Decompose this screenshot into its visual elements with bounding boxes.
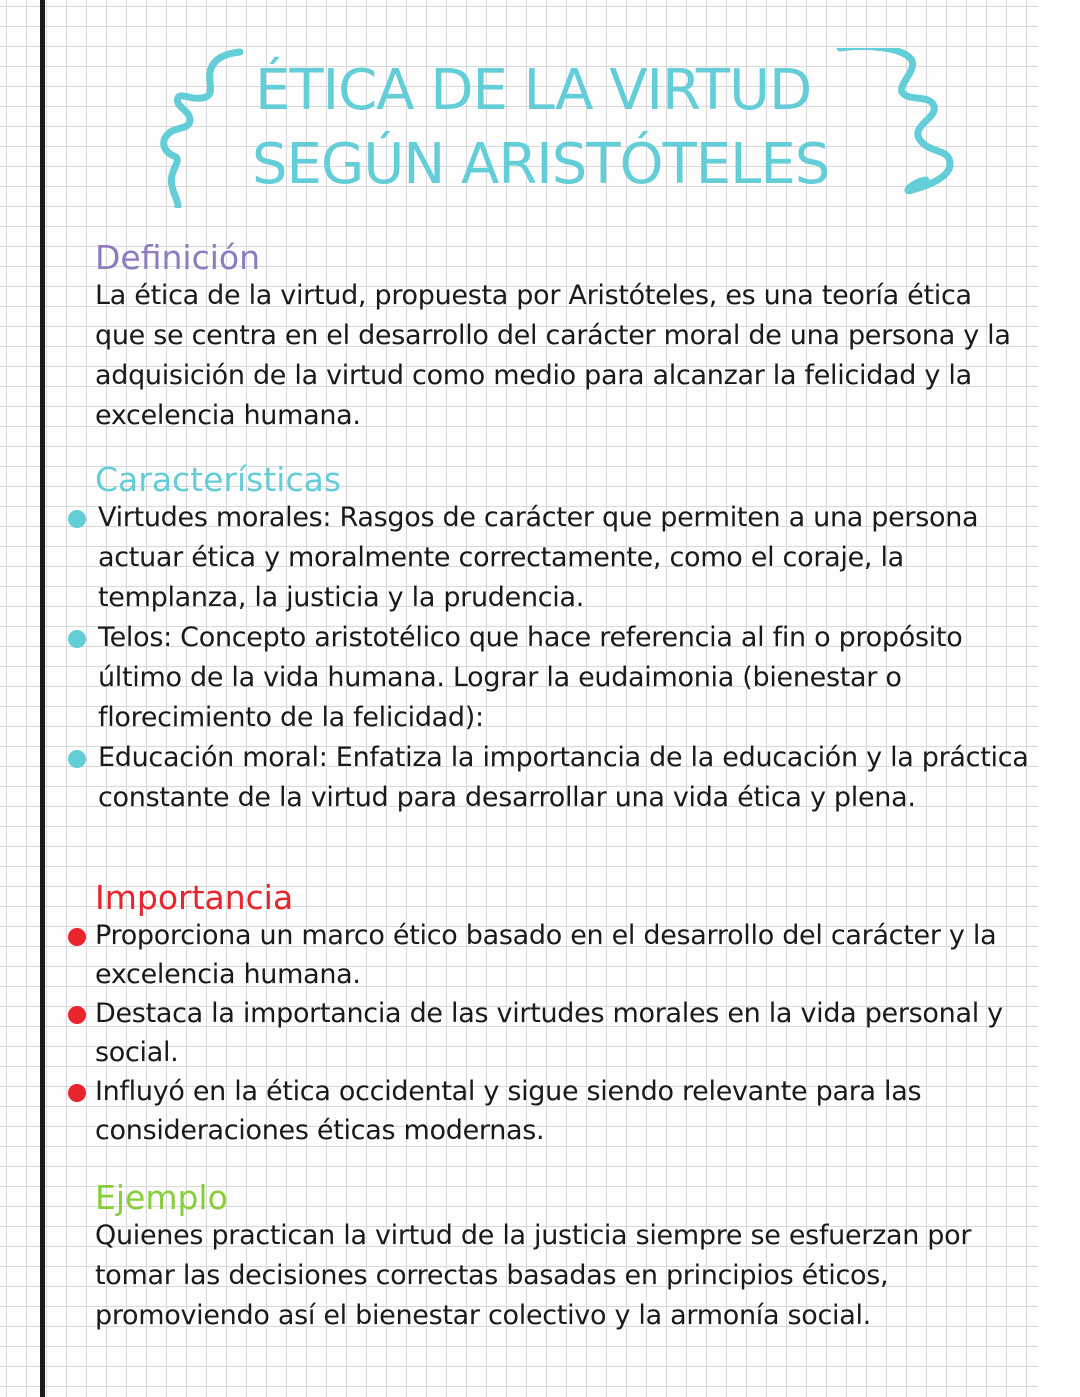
- blue-bullet-icon: [68, 510, 86, 528]
- section-ejemplo: [95, 1180, 1030, 1336]
- list-item-text: Proporciona un marco ético basado en el desarrollo del carácter y la excelencia humana.: [95, 920, 997, 990]
- list-item: [95, 1072, 1030, 1150]
- list-item-text: Educación moral: Enfatiza la importancia de la educación y la práctica constante de la virtud para desarrollar una vida ética y plena.: [98, 742, 1029, 813]
- list-item-text: Influyó en la ética occidental y sigue siendo relevante para las consideraciones éticas modernas.: [95, 1076, 922, 1146]
- section-importancia: [95, 880, 1030, 1150]
- notebook-margin-line: [40, 0, 45, 1397]
- left-brace-icon: [164, 52, 240, 206]
- blue-bullet-icon: [68, 630, 86, 648]
- page-title-line-2: SEGÚN ARISTÓTELES: [252, 132, 830, 197]
- section-definicion: [95, 240, 1030, 436]
- list-item: [95, 498, 1030, 618]
- title-block: [150, 48, 970, 208]
- blue-bullet-icon: [68, 750, 86, 768]
- red-bullet-icon: [68, 928, 86, 946]
- page-title-line-1: ÉTICA DE LA VIRTUD: [255, 58, 812, 123]
- heading-caracteristicas: Características: [95, 460, 342, 499]
- list-item-text: Telos: Concepto aristotélico que hace referencia al fin o propósito último de la vida humana. Lograr la eudaimonia (bienestar o florecimiento de la felicidad):: [98, 622, 963, 733]
- section-caracteristicas: [95, 462, 1030, 818]
- importancia-list: [95, 916, 1030, 1150]
- list-item-text: Destaca la importancia de las virtudes morales en la vida personal y social.: [95, 998, 1003, 1068]
- list-item-text: Virtudes morales: Rasgos de carácter que permiten a una persona actuar ética y moralmente correctamente, como el coraje, la templanza, la justicia y la prudencia.: [98, 502, 979, 613]
- heading-importancia: Importancia: [95, 878, 294, 917]
- red-bullet-icon: [68, 1084, 86, 1102]
- ejemplo-text: Quienes practican la virtud de la justicia siempre se esfuerzan por tomar las decisiones correctas basadas en principios éticos, promoviendo así el bienestar colectivo y la armonía social.: [95, 1220, 972, 1331]
- list-item: [95, 618, 1030, 738]
- list-item: [95, 916, 1030, 994]
- heading-definicion: Definición: [95, 238, 260, 277]
- caracteristicas-list: [95, 498, 1030, 818]
- page-edge: [1038, 0, 1080, 1397]
- list-item: [95, 994, 1030, 1072]
- heading-ejemplo: Ejemplo: [95, 1178, 228, 1217]
- red-bullet-icon: [68, 1006, 86, 1024]
- list-item: [95, 738, 1030, 818]
- definicion-text: La ética de la virtud, propuesta por Aristóteles, es una teoría ética que se centra en el desarrollo del carácter moral de una persona y la adquisición de la virtud como medio para alcanzar la felicidad y la excelencia humana.: [95, 280, 1011, 431]
